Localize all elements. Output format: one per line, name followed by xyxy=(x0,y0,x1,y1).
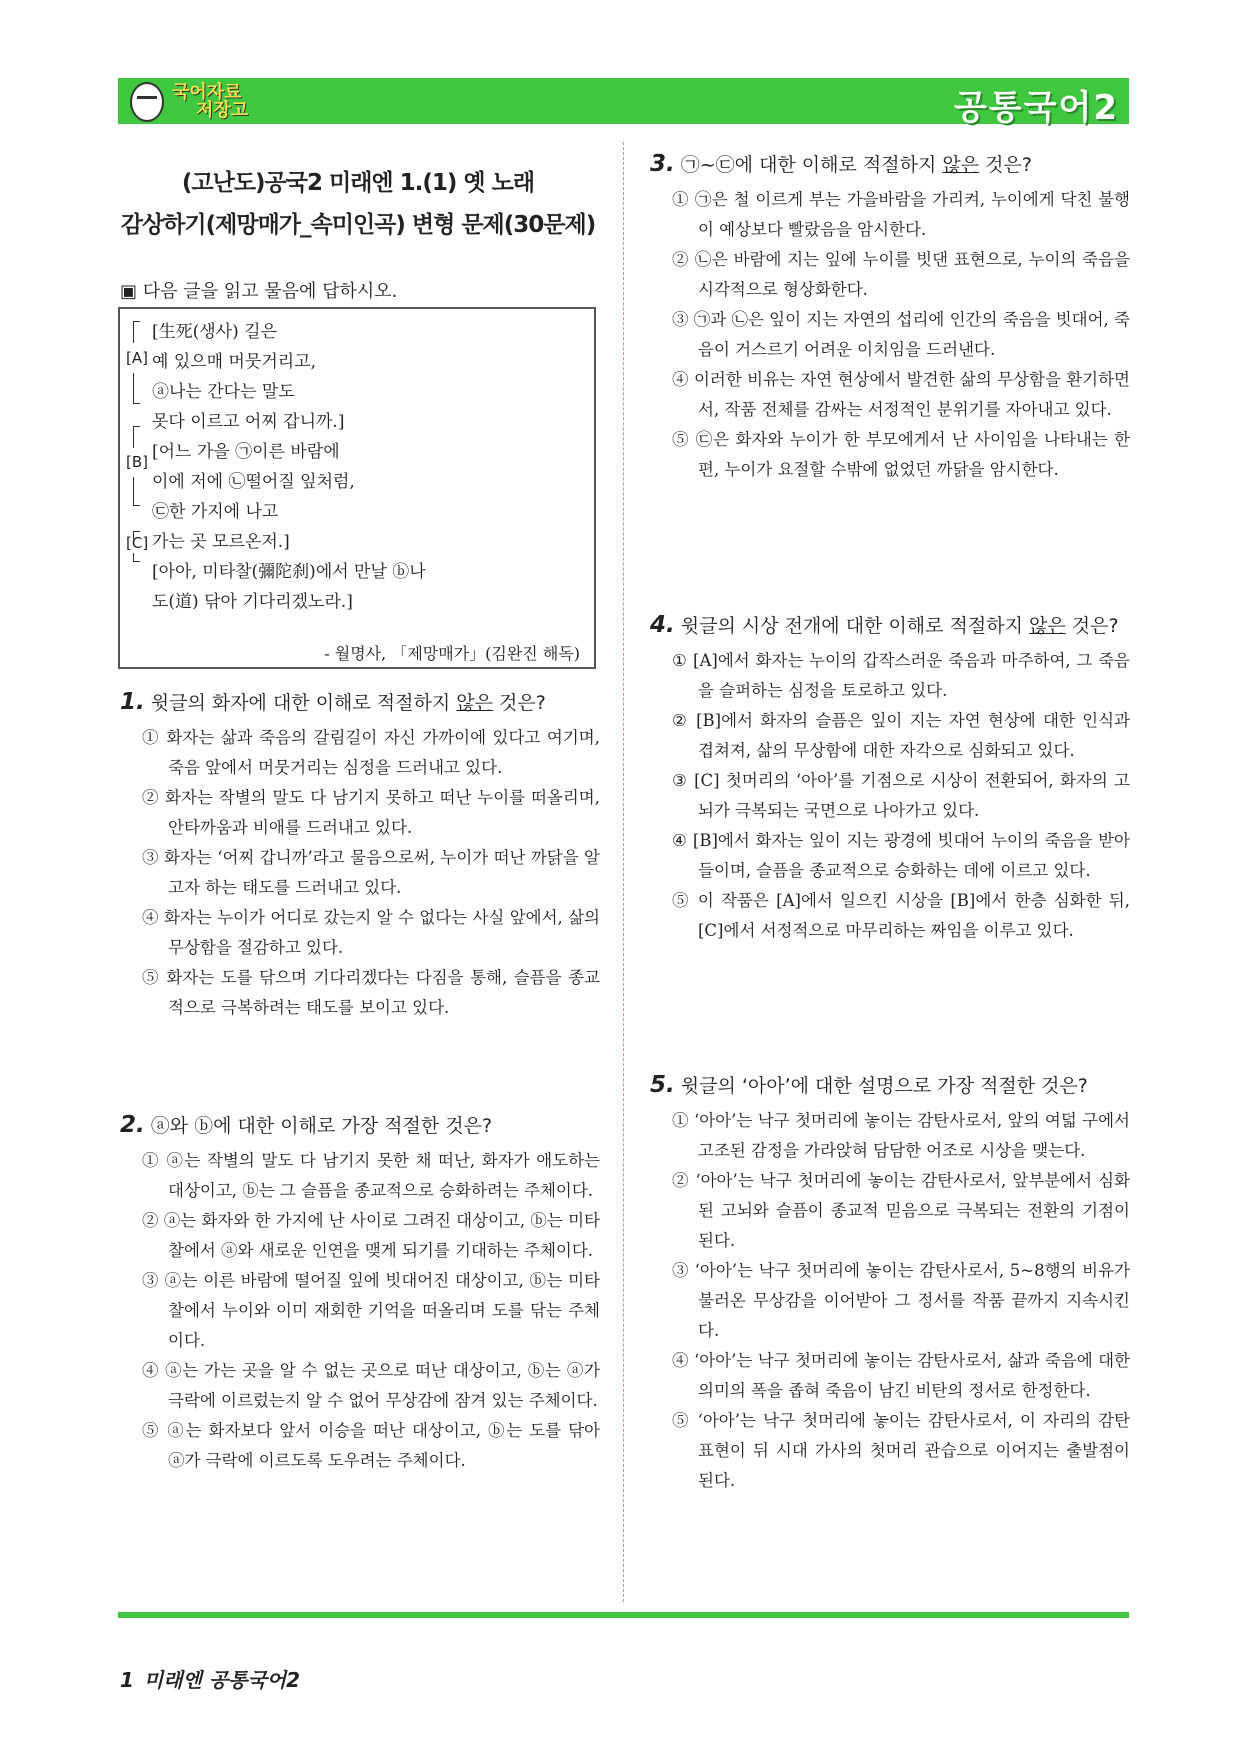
poem-line-1: [生死(생사) 길은 xyxy=(152,322,277,342)
option-2[interactable]: ② ㉡은 바람에 지는 잎에 누이를 빗댄 표현으로, 누이의 죽음을 시각적으로 형상화한다. xyxy=(672,250,1130,299)
option-2[interactable]: ② [B]에서 화자의 슬픔은 잎이 지는 자연 현상에 대한 인식과 겹쳐져, 삶의 무상함에 대한 자각으로 심화되고 있다. xyxy=(672,711,1130,760)
question-number: 5. xyxy=(650,1072,675,1098)
question-number: 1. xyxy=(120,689,145,715)
question-title xyxy=(120,688,600,715)
bracket-b-upper xyxy=(133,426,134,448)
bracket-b-lower xyxy=(133,477,134,505)
question-number: 3. xyxy=(650,151,675,177)
footer-text: 미래엔 공통국어2 xyxy=(143,1668,301,1692)
footer-bar xyxy=(118,1612,1129,1618)
poem-line-10: 도(道) 닦아 기다리겠노라.] xyxy=(152,592,353,612)
page-number: 1 xyxy=(120,1668,134,1692)
column-divider xyxy=(623,142,624,1602)
option-3[interactable]: ③ ‘아아’는 낙구 첫머리에 놓이는 감탄사로서, 5~8행의 비유가 불러온 무상감을 이어받아 그 정서를 작품 끝까지 지속시킨다. xyxy=(672,1261,1130,1340)
bracket-b-bottom xyxy=(133,505,140,506)
question-title xyxy=(650,150,1130,177)
question-title xyxy=(650,611,1130,638)
bracket-c-bottom xyxy=(133,561,140,562)
question-text-end: 것은? xyxy=(492,692,546,714)
bracket-c-lower xyxy=(133,553,134,561)
question-text: 윗글의 ‘아아’에 대한 설명으로 가장 적절한 것은? xyxy=(680,1075,1088,1097)
poem-line-9: [아아, 미타찰(彌陀刹)에서 만날 ⓑ나 xyxy=(152,562,426,582)
poem-box xyxy=(118,307,596,669)
question-text: 윗글의 시상 전개에 대한 이해로 적절하지 xyxy=(680,615,1030,637)
cartoon-face-icon xyxy=(130,82,164,122)
option-3[interactable]: ③ 화자는 ‘어찌 갑니까’라고 물음으로써, 누이가 떠난 까닭을 알고자 하는 태도를 드러내고 있다. xyxy=(142,848,600,897)
poem-line-7: ㉢한 가지에 나고 xyxy=(152,502,279,522)
title-line2: 감상하기(제망매가_속미인곡) 변형 문제(30문제) xyxy=(120,212,596,238)
bracket-a-top xyxy=(133,321,140,322)
option-5[interactable]: ⑤ 화자는 도를 닦으며 기다리겠다는 다짐을 통해, 슬픔을 종교적으로 극복하려는 태도를 보이고 있다. xyxy=(142,968,600,1017)
question-title xyxy=(120,1111,600,1138)
logo xyxy=(130,82,248,122)
poem-source: - 월명사, 「제망매가」(김완진 해독) xyxy=(324,644,580,663)
question-text: ㉠~㉢에 대한 이해로 적절하지 xyxy=(680,154,943,176)
option-1[interactable]: ① ㉠은 철 이르게 부는 가을바람을 가리켜, 누이에게 닥친 불행이 예상보다 빨랐음을 암시한다. xyxy=(672,190,1130,239)
option-4[interactable]: ④ 이러한 비유는 자연 현상에서 발견한 삶의 무상함을 환기하면서, 작품 전체를 감싸는 서정적인 분위기를 자아내고 있다. xyxy=(672,370,1130,419)
option-3[interactable]: ③ ㉠과 ㉡은 잎이 지는 자연의 섭리에 인간의 죽음을 빗대어, 죽음이 거스르기 어려운 이치임을 드러낸다. xyxy=(672,310,1130,359)
document-title xyxy=(118,162,598,246)
question-text: ⓐ와 ⓑ에 대한 이해로 가장 적절한 것은? xyxy=(150,1115,493,1137)
question-emphasis: 않은 xyxy=(942,154,980,176)
option-1[interactable]: ① 화자는 삶과 죽음의 갈림길이 자신 가까이에 있다고 여기며, 죽음 앞에서 머뭇거리는 심정을 드러내고 있다. xyxy=(142,728,600,777)
option-2[interactable]: ② ⓐ는 화자와 한 가지에 난 사이로 그려진 대상이고, ⓑ는 미타찰에서 ⓐ와 새로운 인연을 맺게 되기를 기대하는 주체이다. xyxy=(142,1211,600,1260)
footer xyxy=(120,1664,300,1693)
header-bar xyxy=(118,78,1129,128)
option-2[interactable]: ② ‘아아’는 낙구 첫머리에 놓이는 감탄사로서, 앞부분에서 심화된 고뇌와 슬픔이 종교적 믿음으로 극복되는 전환의 기점이 된다. xyxy=(672,1171,1130,1250)
option-5[interactable]: ⑤ 이 작품은 [A]에서 일으킨 시상을 [B]에서 한층 심화한 뒤, [C]에서 서정적으로 마무리하는 짜임을 이루고 있다. xyxy=(672,891,1130,940)
option-4[interactable]: ④ 화자는 누이가 어디로 갔는지 알 수 없다는 사실 앞에서, 삶의 무상함을 절감하고 있다. xyxy=(142,908,600,957)
bracket-c-top xyxy=(133,531,140,532)
poem-line-8: 가는 곳 모르온저.] xyxy=(152,532,290,552)
logo-line1: 국어자료 xyxy=(172,82,242,103)
poem-line-2: 예 있으매 머뭇거리고, xyxy=(152,352,317,372)
question-text-end: 것은? xyxy=(979,154,1032,176)
question-3 xyxy=(650,150,1130,485)
question-text-end: 것은? xyxy=(1065,615,1119,637)
question-emphasis: 않은 xyxy=(456,692,493,714)
label-a: [A] xyxy=(126,349,148,367)
question-4 xyxy=(650,611,1130,946)
bracket-a-lower xyxy=(133,373,134,403)
question-2 xyxy=(120,1111,600,1476)
question-number: 4. xyxy=(650,612,675,638)
question-5 xyxy=(650,1071,1130,1496)
option-3[interactable]: ③ ⓐ는 이른 바람에 떨어질 잎에 빗대어진 대상이고, ⓑ는 미타찰에서 누이와 이미 재회한 기억을 떠올리며 도를 닦는 주체이다. xyxy=(142,1271,600,1350)
header-title: 공통국어2 xyxy=(953,88,1119,128)
question-title xyxy=(650,1071,1130,1098)
label-b: [B] xyxy=(126,453,148,471)
bracket-a-bottom xyxy=(133,403,140,404)
question-emphasis: 않은 xyxy=(1029,615,1066,637)
option-1[interactable]: ① ‘아아’는 낙구 첫머리에 놓이는 감탄사로서, 앞의 여덟 구에서 고조된 감정을 가라앉혀 담담한 어조로 시상을 맺는다. xyxy=(672,1111,1130,1160)
logo-text xyxy=(172,84,248,120)
poem-line-3: ⓐ나는 간다는 말도 xyxy=(152,382,295,402)
option-4[interactable]: ④ ‘아아’는 낙구 첫머리에 놓이는 감탄사로서, 삶과 죽음에 대한 의미의 폭을 좁혀 죽음이 남긴 비탄의 정서로 한정한다. xyxy=(672,1351,1130,1400)
label-c: [C] xyxy=(126,534,149,552)
title-line1: (고난도)공국2 미래엔 1.(1) 옛 노래 xyxy=(181,170,535,196)
poem-line-5: [어느 가을 ㉠이른 바람에 xyxy=(152,442,340,462)
option-5[interactable]: ⑤ ‘아아’는 낙구 첫머리에 놓이는 감탄사로서, 이 자리의 감탄 표현이 뒤 시대 가사의 첫머리 관습으로 이어지는 출발점이 된다. xyxy=(672,1411,1130,1490)
option-1[interactable]: ① ⓐ는 작별의 말도 다 남기지 못한 채 떠난, 화자가 애도하는 대상이고, ⓑ는 그 슬픔을 종교적으로 승화하려는 주체이다. xyxy=(142,1151,600,1200)
question-1 xyxy=(120,688,600,1023)
option-3[interactable]: ③ [C] 첫머리의 ‘아아’를 기점으로 시상이 전환되어, 화자의 고뇌가 극복되는 국면으로 나아가고 있다. xyxy=(672,771,1130,820)
option-1[interactable]: ① [A]에서 화자는 누이의 갑작스러운 죽음과 마주하여, 그 죽음을 슬퍼하는 심정을 토로하고 있다. xyxy=(672,651,1130,700)
option-5[interactable]: ⑤ ⓐ는 화자보다 앞서 이승을 떠난 대상이고, ⓑ는 도를 닦아 ⓐ가 극락에 이르도록 도우려는 주체이다. xyxy=(142,1421,600,1470)
bracket-a-upper xyxy=(133,321,134,343)
option-5[interactable]: ⑤ ㉢은 화자와 누이가 한 부모에게서 난 사이임을 나타내는 한편, 누이가 요절할 수밖에 없었던 까닭을 암시한다. xyxy=(672,430,1130,479)
option-4[interactable]: ④ ⓐ는 가는 곳을 알 수 없는 곳으로 떠난 대상이고, ⓑ는 ⓐ가 극락에 이르렀는지 알 수 없어 무상감에 잠겨 있는 주체이다. xyxy=(142,1361,600,1410)
poem-line-6: 이에 저에 ㉡떨어질 잎처럼, xyxy=(152,472,355,492)
logo-line2: 저장고 xyxy=(196,100,249,121)
option-2[interactable]: ② 화자는 작별의 말도 다 남기지 못하고 떠난 누이를 떠올리며, 안타까움과 비애를 드러내고 있다. xyxy=(142,788,600,837)
bracket-b-top xyxy=(133,426,140,427)
instruction: ▣ 다음 글을 읽고 물음에 답하시오. xyxy=(120,281,398,302)
question-number: 2. xyxy=(120,1112,145,1138)
option-4[interactable]: ④ [B]에서 화자는 잎이 지는 광경에 빗대어 누이의 죽음을 받아들이며, 슬픔을 종교적으로 승화하는 데에 이르고 있다. xyxy=(672,831,1130,880)
poem-line-4: 못다 이르고 어찌 갑니까.] xyxy=(152,412,345,432)
question-text: 윗글의 화자에 대한 이해로 적절하지 xyxy=(150,692,457,714)
